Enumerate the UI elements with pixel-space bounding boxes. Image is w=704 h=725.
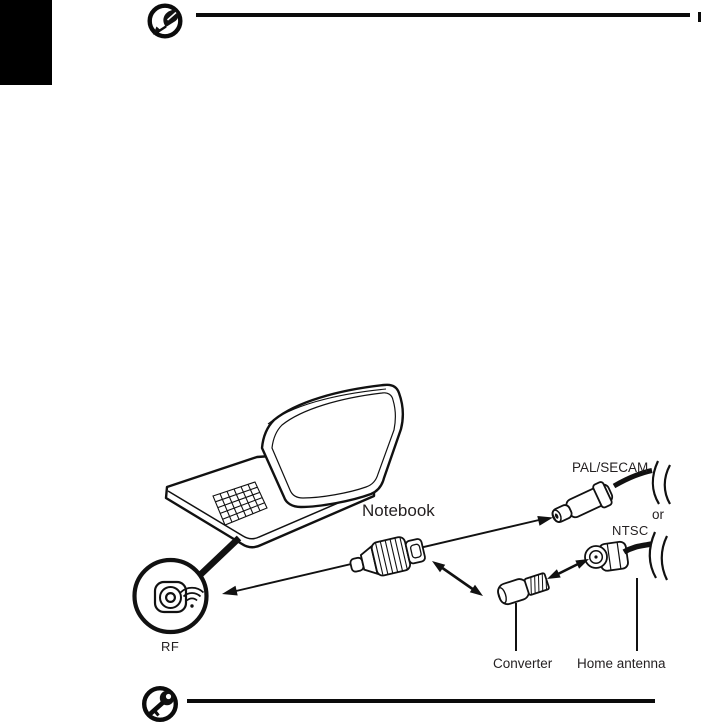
- cable-break-icon: [653, 461, 659, 504]
- cable-break-icon: [662, 536, 667, 580]
- converter-plug: [496, 571, 551, 607]
- ntsc-connector: [585, 532, 667, 580]
- notebook-label: Notebook: [362, 501, 435, 520]
- cable-break-icon: [665, 465, 670, 504]
- key-icon: [144, 688, 176, 720]
- swap-arrow-right: [547, 559, 589, 579]
- or-label: or: [652, 507, 665, 522]
- converter-label: Converter: [493, 656, 553, 671]
- swap-arrow-left: [432, 561, 483, 596]
- notebook-illustration: [166, 385, 403, 547]
- note-pen-icon: [150, 6, 181, 37]
- rf-adapter: [347, 532, 427, 582]
- cable-break-icon: [650, 532, 656, 578]
- ntsc-label: NTSC: [612, 523, 649, 538]
- rf-label: RF: [161, 639, 180, 654]
- rf-port-detail: [135, 560, 207, 632]
- home-antenna-label: Home antenna: [577, 656, 666, 671]
- pal-secam-label: PAL/SECAM: [572, 460, 649, 475]
- callout-line: [199, 538, 239, 576]
